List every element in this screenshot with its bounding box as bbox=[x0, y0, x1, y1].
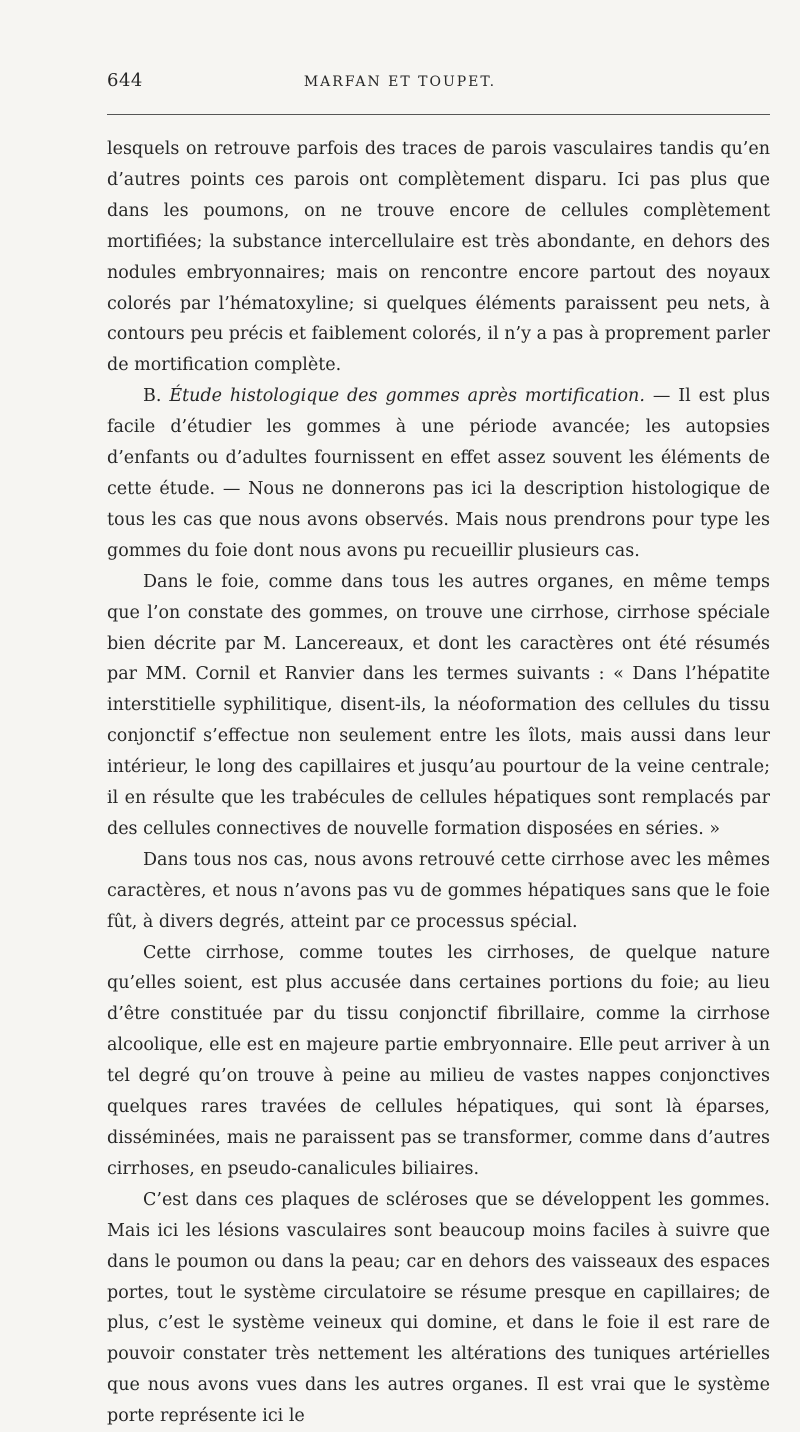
paragraph-4: Dans tous nos cas, nous avons retrouvé cette cirrhose avec les mêmes caractères, et nous n’avons pas vu de gommes hépatiques sans que le foie fût, à divers degrés, atteint par ce processus spécial. bbox=[107, 849, 770, 932]
header-rule bbox=[107, 114, 770, 115]
section-label: B. bbox=[143, 386, 170, 407]
paragraph-6: C’est dans ces plaques de scléroses que se développent les gommes. Mais ici les lésions vasculaires sont beaucoup moins faciles à suivre que dans le poumon ou dans la peau; car en dehors des vaisseaux des espaces portes, tout le système circulatoire se résume presque en capillaires; de plus, c’est le système veineux qui domine, et dans le foie il est rare de pouvoir constater très nettement les altérations des tuniques artérielles que nous avons vues dans les autres organes. Il est vrai que le système porte représente ici le bbox=[107, 1189, 770, 1427]
paragraph-1: lesquels on retrouve parfois des traces de parois vasculaires tandis qu’en d’autres points ces parois ont complètement disparu. Ici pas plus que dans les poumons, on ne trouve encore de cellules complètement mortifiées; la substance intercellulaire est très abondante, en dehors des nodules embryonnaires; mais on rencontre encore partout des noyaux colorés par l’hématoxyline; si quelques éléments paraissent peu nets, à contours peu précis et faiblement colorés, il n’y a pas à proprement parler de mortification complète. bbox=[107, 139, 770, 376]
paragraph-5: Cette cirrhose, comme toutes les cirrhoses, de quelque nature qu’elles soient, est plus accusée dans certaines portions du foie; au lieu d’être constituée par du tissu conjonctif fibrillaire, comme la cirrhose alcoolique, elle est en majeure partie embryonnaire. Elle peut arriver à un tel degré qu’on trouve à peine au milieu de vastes nappes conjonctives quelques rares travées de cellules hépatiques, qui sont là éparses, disséminées, mais ne paraissent pas se transformer, comme dans d’autres cirrhoses, en pseudo-canalicules biliaires. bbox=[107, 942, 770, 1179]
section-title: Étude histologique des gommes après mortification. bbox=[169, 386, 645, 407]
body-text bbox=[107, 134, 770, 1432]
paragraph-3: Dans le foie, comme dans tous les autres organes, en même temps que l’on constate des gommes, on trouve une cirrhose, cirrhose spéciale bien décrite par M. Lancereaux, et dont les caractères ont été résumés par MM. Cornil et Ranvier dans les termes suivants : « Dans l’hépatite interstitielle syphilitique, disent-ils, la néoformation des cellules du tissu conjonctif s’effectue non seulement entre les îlots, mais aussi dans leur intérieur, le long des capillaires et jusqu’au pourtour de la veine centrale; il en résulte que les trabécules de cellules hépatiques sont remplacés par des cellules connectives de nouvelle formation disposées en séries. » bbox=[107, 571, 770, 839]
paragraph-2 bbox=[107, 381, 770, 566]
paragraph-2-body: — Il est plus facile d’étudier les gommes à une période avancée; les autopsies d’enfants ou d’adultes fournissent en effet assez souvent les éléments de cette étude. — Nous ne donnerons pas ici la description histologique de tous les cas que nous avons observés. Mais nous prendrons pour type les gommes du foie dont nous avons pu recueillir plusieurs cas. bbox=[107, 386, 770, 561]
page-number: 644 bbox=[107, 70, 143, 91]
running-title: MARFAN ET TOUPET. bbox=[303, 74, 497, 90]
